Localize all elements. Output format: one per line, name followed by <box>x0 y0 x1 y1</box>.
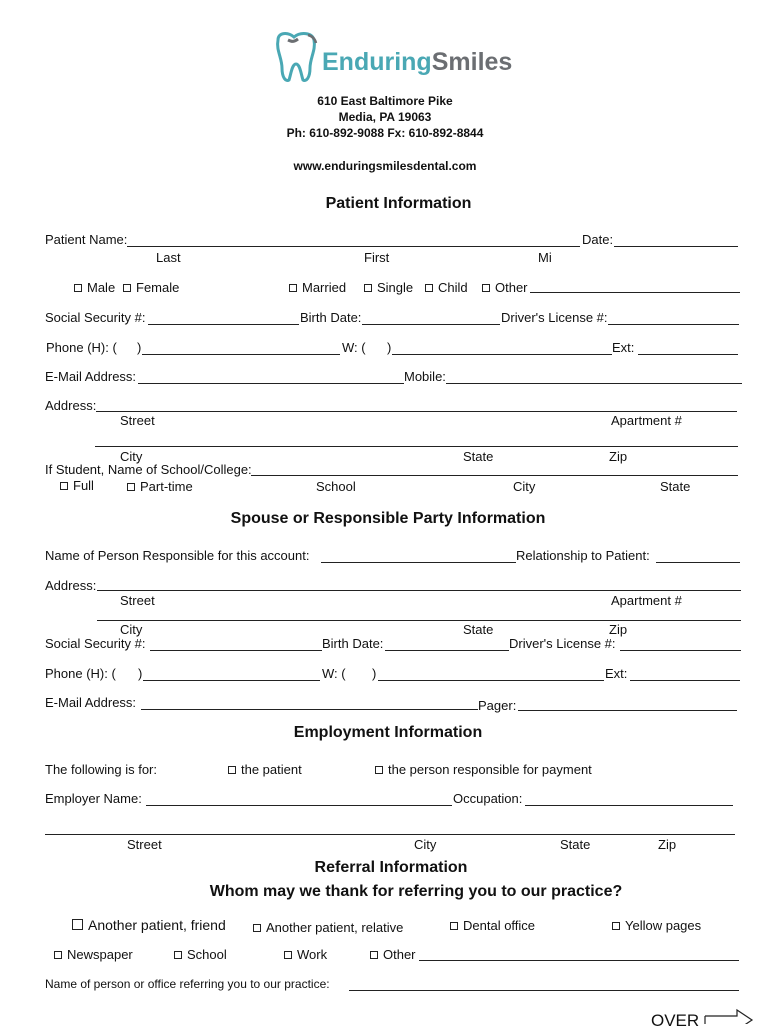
part-time-option[interactable] <box>127 480 193 493</box>
checkbox-icon <box>123 284 131 292</box>
checkbox-icon <box>228 766 236 774</box>
address-line1: 610 East Baltimore Pike <box>317 94 453 108</box>
spouse-street-caption: Street <box>120 593 155 608</box>
tooth-logo-icon <box>270 30 322 84</box>
work-option[interactable] <box>284 948 327 961</box>
spouse-birth-label: Birth Date: <box>322 636 384 651</box>
checkbox-icon <box>74 284 82 292</box>
school-label: School <box>187 947 227 962</box>
mobile-line[interactable] <box>446 383 742 384</box>
school-state-caption: State <box>660 479 691 494</box>
checkbox-icon <box>612 922 620 930</box>
address-line2: Media, PA 19063 <box>338 110 432 124</box>
checkbox-icon <box>364 284 372 292</box>
checkbox-icon <box>450 922 458 930</box>
spouse-phone-home-label: Phone (H): ( <box>45 666 116 681</box>
employer-street-caption: Street <box>127 837 162 852</box>
referrer-line[interactable] <box>349 990 739 991</box>
employer-line[interactable] <box>146 805 452 806</box>
employer-city-caption: City <box>414 837 437 852</box>
paren-close: ) <box>387 340 392 355</box>
school-line[interactable] <box>251 475 738 476</box>
zip-caption: Zip <box>609 449 628 464</box>
checkbox-icon <box>425 284 433 292</box>
responsible-payment-label: the person responsible for payment <box>388 762 592 777</box>
date-line[interactable] <box>614 246 738 247</box>
responsible-label: Name of Person Responsible for this account: <box>45 548 310 563</box>
school-city-caption: City <box>513 479 536 494</box>
employer-label: Employer Name: <box>45 791 142 806</box>
state-caption: State <box>463 449 494 464</box>
spouse-street-line[interactable] <box>97 590 741 591</box>
responsible-payment-option[interactable] <box>375 763 592 776</box>
brand-part1: Enduring <box>322 48 432 76</box>
spouse-state-caption: State <box>463 622 494 637</box>
spouse-city-caption: City <box>120 622 143 637</box>
mi-caption: Mi <box>538 250 552 265</box>
newspaper-label: Newspaper <box>67 947 133 962</box>
phone-home-line[interactable] <box>142 354 340 355</box>
spouse-zip-caption: Zip <box>609 622 628 637</box>
referral-other-line[interactable] <box>419 960 739 961</box>
street-line[interactable] <box>96 411 737 412</box>
phone-fax: Ph: 610-892-9088 Fx: 610-892-8844 <box>286 126 484 140</box>
spouse-phone-work-line[interactable] <box>378 680 604 681</box>
arrow-right-icon <box>704 1008 754 1024</box>
spouse-phone-work-label: W: ( <box>322 666 346 681</box>
address-label: Address: <box>45 398 97 413</box>
other-line[interactable] <box>530 292 740 293</box>
spouse-city-line[interactable] <box>97 620 741 621</box>
email-label: E-Mail Address: <box>45 369 137 384</box>
brand-part2: Smiles <box>431 48 513 76</box>
checkbox-icon <box>174 951 182 959</box>
referral-other-option[interactable] <box>370 948 416 961</box>
ext-label: Ext: <box>612 340 635 355</box>
spouse-email-label: E-Mail Address: <box>45 695 137 710</box>
school-option[interactable] <box>174 948 227 961</box>
website: www.enduringsmilesdental.com <box>293 159 477 173</box>
female-option[interactable] <box>123 281 179 294</box>
another-relative-option[interactable] <box>253 921 403 934</box>
occupation-line[interactable] <box>525 805 733 806</box>
mobile-label: Mobile: <box>404 369 446 384</box>
full-label: Full <box>73 478 94 493</box>
checkbox-icon <box>370 951 378 959</box>
spouse-license-line[interactable] <box>620 650 741 651</box>
ext-line[interactable] <box>638 354 738 355</box>
the-patient-label: the patient <box>241 762 302 777</box>
relationship-line[interactable] <box>656 562 740 563</box>
checkbox-icon <box>375 766 383 774</box>
another-friend-option[interactable] <box>72 918 226 932</box>
ssn-line[interactable] <box>148 324 299 325</box>
yellow-pages-option[interactable] <box>612 919 701 932</box>
referral-other-label: Other <box>383 947 416 962</box>
yellow-pages-label: Yellow pages <box>625 918 702 933</box>
spouse-ssn-line[interactable] <box>150 650 322 651</box>
married-option[interactable] <box>289 281 346 294</box>
first-caption: First <box>364 250 390 265</box>
employer-address-line[interactable] <box>45 834 735 835</box>
street-caption: Street <box>120 413 155 428</box>
occupation-label: Occupation: <box>453 791 523 806</box>
single-option[interactable] <box>364 281 413 294</box>
work-label: Work <box>297 947 328 962</box>
school-caption: School <box>316 479 356 494</box>
spouse-address-label: Address: <box>45 578 97 593</box>
referrer-label: Name of person or office referring you to our practice: <box>45 977 330 991</box>
male-option[interactable] <box>74 281 115 294</box>
phone-work-label: W: ( <box>342 340 366 355</box>
birth-date-label: Birth Date: <box>300 310 362 325</box>
referral-section-title: Referral Information <box>314 859 468 876</box>
part-time-label: Part-time <box>140 479 193 494</box>
checkbox-icon <box>127 483 135 491</box>
checkbox-icon <box>60 482 68 490</box>
spouse-section-title: Spouse or Responsible Party Information <box>230 510 546 527</box>
apartment-caption: Apartment # <box>611 413 682 428</box>
relationship-label: Relationship to Patient: <box>516 548 650 563</box>
following-label: The following is for: <box>45 762 157 777</box>
checkbox-icon <box>253 924 261 932</box>
brand-name <box>322 50 512 75</box>
child-option[interactable] <box>425 281 468 294</box>
patient-name-line[interactable] <box>127 246 580 247</box>
spouse-ssn-label: Social Security #: <box>45 636 146 651</box>
married-label: Married <box>302 280 347 295</box>
city-caption: City <box>120 449 143 464</box>
paren-close: ) <box>138 666 143 681</box>
email-line[interactable] <box>138 383 404 384</box>
birth-date-line[interactable] <box>362 324 500 325</box>
pager-line[interactable] <box>518 710 737 711</box>
pager-label: Pager: <box>478 698 517 713</box>
over-label: OVER <box>651 1011 700 1030</box>
spouse-ext-line[interactable] <box>630 680 740 681</box>
female-label: Female <box>136 280 180 295</box>
other-option[interactable] <box>482 281 528 294</box>
license-line[interactable] <box>608 324 739 325</box>
employment-section-title: Employment Information <box>293 724 483 741</box>
male-label: Male <box>87 280 116 295</box>
paren-close: ) <box>137 340 142 355</box>
last-caption: Last <box>156 250 181 265</box>
spouse-apartment-caption: Apartment # <box>611 593 682 608</box>
checkbox-icon <box>482 284 490 292</box>
dental-office-label: Dental office <box>463 918 536 933</box>
full-time-option[interactable] <box>60 479 94 492</box>
checkbox-icon <box>72 919 83 930</box>
dental-office-option[interactable] <box>450 919 535 932</box>
spouse-email-line[interactable] <box>141 709 478 710</box>
employer-zip-caption: Zip <box>658 837 677 852</box>
license-label: Driver's License #: <box>501 310 608 325</box>
patient-name-label: Patient Name: <box>45 232 128 247</box>
spouse-birth-line[interactable] <box>385 650 509 651</box>
child-label: Child <box>438 280 468 295</box>
student-label: If Student, Name of School/College: <box>45 462 252 477</box>
phone-work-line[interactable] <box>392 354 612 355</box>
spouse-ext-label: Ext: <box>605 666 628 681</box>
paren-close: ) <box>372 666 377 681</box>
patient-section-title: Patient Information <box>325 195 472 212</box>
the-patient-option[interactable] <box>228 763 302 776</box>
ssn-label: Social Security #: <box>45 310 146 325</box>
date-label: Date: <box>582 232 614 247</box>
other-label: Other <box>495 280 528 295</box>
spouse-phone-home-line[interactable] <box>143 680 320 681</box>
spouse-license-label: Driver's License #: <box>509 636 616 651</box>
another-friend-label: Another patient, friend <box>88 917 226 933</box>
phone-home-label: Phone (H): ( <box>46 340 117 355</box>
responsible-line[interactable] <box>321 562 516 563</box>
referral-question: Whom may we thank for referring you to our practice? <box>209 883 623 900</box>
newspaper-option[interactable] <box>54 948 133 961</box>
another-relative-label: Another patient, relative <box>266 920 404 935</box>
employer-state-caption: State <box>560 837 591 852</box>
single-label: Single <box>377 280 414 295</box>
checkbox-icon <box>289 284 297 292</box>
city-state-zip-line[interactable] <box>95 446 738 447</box>
checkbox-icon <box>284 951 292 959</box>
checkbox-icon <box>54 951 62 959</box>
